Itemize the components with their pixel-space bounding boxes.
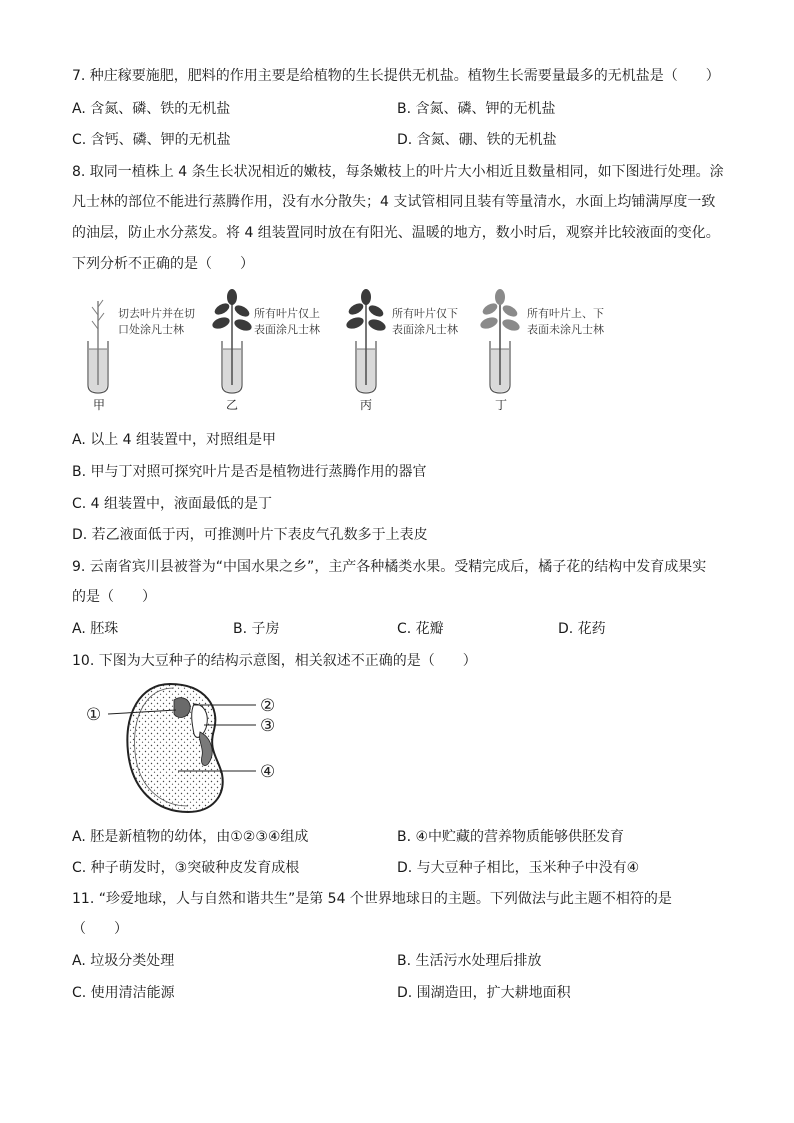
q7-option-b[interactable]: B. 含氮、磷、钾的无机盐 (397, 101, 556, 117)
q11-option-d[interactable]: D. 围湖造田，扩大耕地面积 (397, 985, 571, 1001)
q8-stem-line-1: 8. 取同一植株上 4 条生长状况相近的嫩枝，每条嫩枝上的叶片大小相近且数量相同，如下图进行处理。涂 (72, 164, 724, 180)
q11-stem-line-2: （ ） (72, 921, 128, 937)
q8-option-d[interactable]: D. 若乙液面低于丙，可推测叶片下表皮气孔数多于上表皮 (72, 527, 428, 543)
q10-option-a[interactable]: A. 胚是新植物的幼体，由①②③④组成 (72, 829, 309, 845)
seed-label-2: ② (260, 696, 276, 716)
q7-option-d[interactable]: D. 含氮、硼、铁的无机盐 (397, 132, 557, 148)
tube-ding-label-line-1: 所有叶片上、下 (527, 307, 604, 320)
tube-jia-label-line-1: 切去叶片并在切 (118, 307, 195, 320)
q8-option-c[interactable]: C. 4 组装置中，液面最低的是丁 (72, 496, 273, 512)
seed-label-1: ① (86, 705, 102, 725)
q9-stem-line-2: 的是（ ） (72, 589, 156, 605)
tube-bing (345, 289, 387, 393)
q9-option-b[interactable]: B. 子房 (233, 621, 280, 637)
tube-bing-caption: 丙 (360, 398, 373, 412)
tube-jia-caption: 甲 (93, 398, 106, 412)
q8-stem-line-3: 的油层，防止水分蒸发。将 4 组装置同时放在有阳光、温暖的地方，数小时后，观察并比较液面的变化。 (72, 225, 720, 241)
tube-jia-label-line-2: 口处涂凡士林 (118, 323, 184, 336)
q10-option-d[interactable]: D. 与大豆种子相比，玉米种子中没有④ (397, 860, 640, 876)
q7-stem: 7. 种庄稼要施肥，肥料的作用主要是给植物的生长提供无机盐。植物生长需要量最多的无机盐是（ ） (72, 68, 720, 84)
seed-label-4: ④ (260, 762, 276, 782)
tube-yi-label-line-2: 表面涂凡士林 (254, 323, 320, 336)
q8-option-b[interactable]: B. 甲与丁对照可探究叶片是否是植物进行蒸腾作用的器官 (72, 464, 427, 480)
q10-option-b[interactable]: B. ④中贮藏的营养物质能够供胚发育 (397, 829, 625, 845)
tube-yi (211, 289, 253, 393)
q11-option-c[interactable]: C. 使用清洁能源 (72, 985, 175, 1001)
tube-jia (88, 300, 108, 393)
q8-option-a[interactable]: A. 以上 4 组装置中，对照组是甲 (72, 432, 277, 448)
q9-stem-line-1: 9. 云南省宾川县被誉为“中国水果之乡”，主产各种橘类水果。受精完成后，橘子花的结构中发育成果实 (72, 559, 707, 575)
q10-option-c[interactable]: C. 种子萌发时，③突破种皮发育成根 (72, 860, 300, 876)
tube-yi-label-line-1: 所有叶片仅上 (254, 307, 320, 320)
tube-yi-caption: 乙 (226, 398, 239, 412)
plumule (174, 698, 190, 718)
tube-ding-caption: 丁 (495, 398, 508, 412)
q8-stem-line-4: 下列分析不正确的是（ ） (72, 256, 254, 272)
tube-ding-label-line-2: 表面未涂凡士林 (527, 323, 604, 336)
q7-option-a[interactable]: A. 含氮、磷、铁的无机盐 (72, 101, 231, 117)
tube-bing-label-line-2: 表面涂凡士林 (392, 323, 458, 336)
q10-stem: 10. 下图为大豆种子的结构示意图，相关叙述不正确的是（ ） (72, 653, 477, 669)
q11-option-b[interactable]: B. 生活污水处理后排放 (397, 953, 542, 969)
q9-option-d[interactable]: D. 花药 (558, 621, 606, 637)
q11-stem-line-1: 11. “珍爱地球，人与自然和谐共生”是第 54 个世界地球日的主题。下列做法与此主题不相符的是 (72, 891, 672, 907)
q7-option-c[interactable]: C. 含钙、磷、钾的无机盐 (72, 132, 231, 148)
tube-ding (479, 289, 521, 393)
q11-option-a[interactable]: A. 垃圾分类处理 (72, 953, 175, 969)
soybean-seed-diagram (78, 678, 298, 818)
q8-stem-line-2: 凡士林的部位不能进行蒸腾作用，没有水分散失；4 支试管相同且装有等量清水，水面上均铺满厚度一致 (72, 194, 716, 210)
q9-option-c[interactable]: C. 花瓣 (397, 621, 444, 637)
transpiration-experiment-figure (72, 285, 652, 415)
tube-bing-label-line-1: 所有叶片仅下 (392, 307, 458, 320)
q9-option-a[interactable]: A. 胚珠 (72, 621, 119, 637)
seed-label-3: ③ (260, 716, 276, 736)
